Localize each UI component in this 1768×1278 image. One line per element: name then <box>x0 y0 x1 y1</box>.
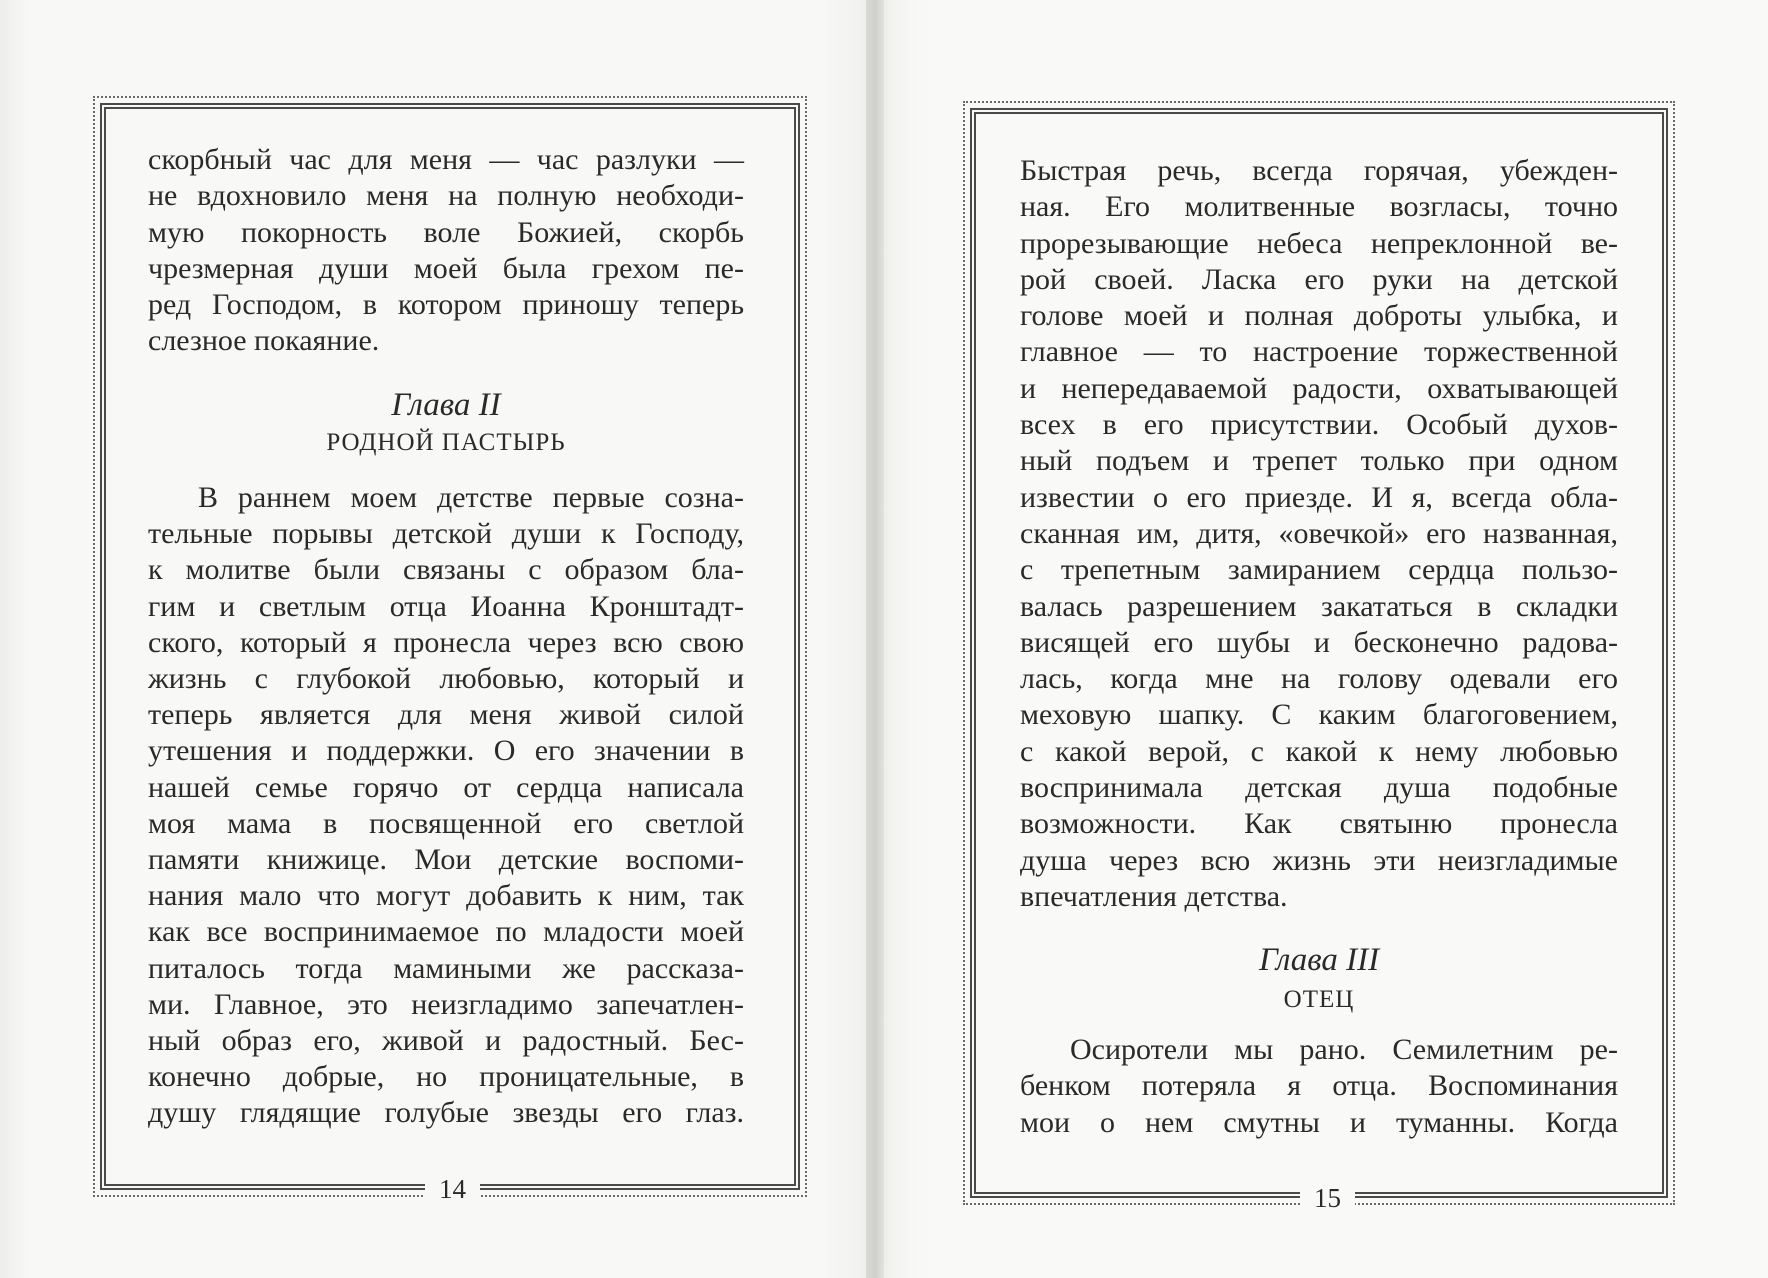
text-line: голове моей и полная доброты улыбка, и <box>1020 299 1618 333</box>
text-line: возможности. Как святыню пронесла <box>1020 807 1618 841</box>
text-line: моя мама в посвященной его светлой <box>148 806 744 840</box>
text-line: воспринимала детская душа подобные <box>1020 771 1618 805</box>
text-line: валась разрешением закататься в складки <box>1020 589 1618 623</box>
text-line: как все воспринимаемое по младости моей <box>148 915 744 949</box>
text-line: рой своей. Ласка его руки на детской <box>1020 262 1618 296</box>
right-top-paragraph <box>1020 153 1618 915</box>
text-line: всех в его присутствии. Особый духов- <box>1020 408 1618 442</box>
chapter-title-2: РОДНОЙ ПАСТЫРЬ <box>326 429 566 456</box>
text-line: бенком потеряла я отца. Воспоминания <box>1020 1069 1618 1103</box>
text-line: мую покорность воле Божией, скорбь <box>148 215 744 249</box>
text-line: с трепетным замиранием сердца пользо- <box>1020 553 1618 587</box>
text-line: гим и светлым отца Иоанна Кронштадт- <box>148 589 744 623</box>
right-body-paragraph <box>1020 1032 1618 1141</box>
text-line: меховую шапку. С каким благоговением, <box>1020 698 1618 732</box>
book-gutter <box>866 0 884 1278</box>
text-line: Быстрая речь, всегда горячая, убежден- <box>1020 154 1618 187</box>
text-line: скорбный час для меня — час разлуки — <box>148 143 744 176</box>
text-line: с какой верой, с какой к нему любовью <box>1020 734 1618 768</box>
text-line: ный образ его, живой и радостный. Бес- <box>148 1024 744 1058</box>
text-line: чрезмерная души моей была грехом пе- <box>148 251 744 285</box>
left-top-paragraph <box>148 142 744 360</box>
text-line: душа через всю жизнь эти неизгладимые <box>1020 843 1618 877</box>
text-line: не вдохновило меня на полную необходи- <box>148 179 744 213</box>
text-line: питалось тогда мамиными же рассказа- <box>148 951 744 985</box>
text-line: Осиротели мы рано. Семилетним ре- <box>1070 1033 1618 1066</box>
text-line: тельные порывы детской души к Господу, <box>148 517 744 551</box>
text-line: теперь является для меня живой силой <box>148 698 744 732</box>
left-body-paragraph <box>148 480 744 1132</box>
text-line: лась, когда мне на голову одевали его <box>1020 662 1618 696</box>
text-line: В раннем моем детстве первые созна- <box>198 481 744 514</box>
text-line: и непередаваемой радости, охватывающей <box>1020 371 1618 405</box>
text-line: ми. Главное, это неизгладимо запечатлен- <box>148 987 744 1021</box>
text-line: сканная им, дитя, «овечкой» его названная, <box>1020 516 1618 550</box>
text-line: нания мало что могут добавить к ним, так <box>148 879 744 913</box>
text-line: ского, который я пронесла через всю свою <box>148 625 744 659</box>
text-line: известии о его приезде. И я, всегда обла- <box>1020 480 1618 514</box>
text-line: прорезывающие небеса непреклонной ве- <box>1020 226 1618 260</box>
text-line: ный подъем и трепет только при одном <box>1020 444 1618 478</box>
text-line: душу глядящие голубые звезды его глаз. <box>148 1096 744 1130</box>
text-line: нашей семье горячо от сердца написала <box>148 770 744 804</box>
text-line: жизнь с глубокой любовью, который и <box>148 662 744 696</box>
text-line: конечно добрые, но проницательные, в <box>148 1060 744 1094</box>
text-line: ред Господом, в котором приношу теперь <box>148 288 744 322</box>
text-line: памяти книжице. Мои детские воспоми- <box>148 843 744 877</box>
text-line: слезное покаяние. <box>148 324 380 358</box>
text-line: главное — то настроение торжественной <box>1020 335 1618 369</box>
page-number-right: 15 <box>1300 1183 1355 1214</box>
text-line: висящей его шубы и бесконечно радова- <box>1020 625 1618 659</box>
chapter-heading-2: Глава II <box>391 387 501 423</box>
text-line: к молитве были связаны с образом бла- <box>148 553 744 587</box>
text-line: впечатления детства. <box>1020 879 1288 913</box>
chapter-heading-3: Глава III <box>1258 942 1380 978</box>
chapter-title-3: ОТЕЦ <box>1283 986 1355 1013</box>
page-number-left: 14 <box>425 1174 480 1205</box>
text-line: ная. Его молитвенные возгласы, точно <box>1020 190 1618 224</box>
text-line: мои о нем смутны и туманны. Когда <box>1020 1105 1618 1139</box>
text-line: утешения и поддержки. О его значении в <box>148 734 744 768</box>
